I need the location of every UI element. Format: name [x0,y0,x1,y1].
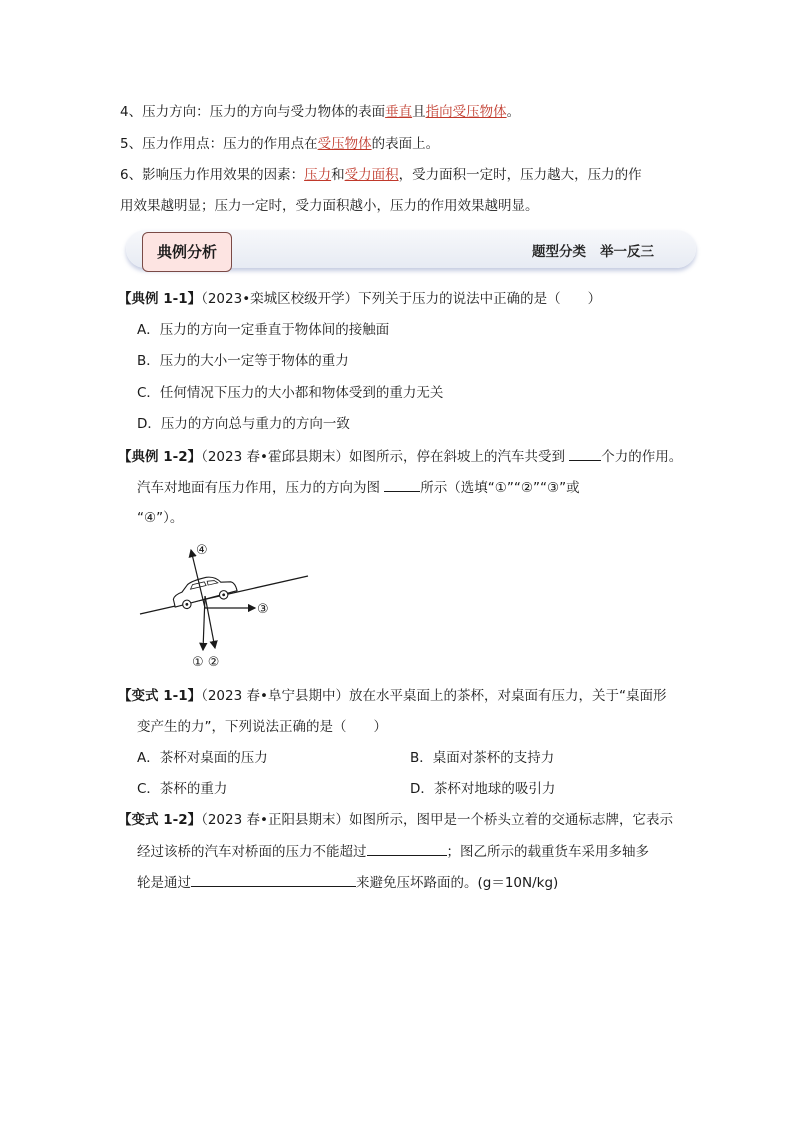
banner-right-1: 题型分类 [532,244,586,260]
point-4 [120,102,520,122]
point-6-suffix: ，受力面积一定时，压力越大，压力的作 [398,167,642,183]
question-line-2a: 汽车对地面有压力作用，压力的方向为图 [137,480,380,496]
highlight-pressure: 压力 [304,167,332,183]
answer-blank-forces[interactable] [569,446,601,461]
point-5-suffix: 的表面上。 [371,136,440,152]
question-tag: 【变式 1-1】 [118,688,202,704]
banner-subtitle [532,240,668,260]
slope-car-diagram [135,538,315,673]
variant-1-2-line3 [137,872,558,893]
highlight-pointing: 指向受压物体 [425,104,507,120]
option-d: D．茶杯对地球的吸引力 [410,781,556,797]
option-a: A．茶杯对桌面的压力 [137,750,268,766]
question-line-2a: 经过该桥的汽车对桥面的压力不能超过 [137,844,367,860]
answer-blank-max-pressure[interactable] [367,841,447,856]
highlight-perpendicular: 垂直 [385,104,413,120]
option-b: B．压力的大小一定等于物体的重力 [137,353,349,369]
variant-1-2-line2 [137,841,649,862]
banner-title: 典例分析 [142,232,232,272]
point-5-text: 5、压力作用点：压力的作用点在 [120,136,318,152]
label-1-2: ① ② [192,655,220,670]
point-6-mid: 和 [331,167,345,183]
label-3: ③ [257,602,269,617]
point-4-suffix: 。 [506,104,521,120]
point-5 [120,134,439,154]
option-c: C．茶杯的重力 [137,781,228,797]
question-stem: （2023•栾城区校级开学）下列关于压力的说法中正确的是（ ） [201,291,602,307]
question-line-3b: 来避免压坏路面的。(g＝10N/kg) [356,875,559,891]
point-6 [120,165,642,185]
question-line-2b: 所示（选填“①”“②”“③”或 [420,480,580,496]
point-6-text: 6、影响压力作用效果的因素： [120,167,305,183]
question-line-1: （2023 春•正阳县期末）如图所示，图甲是一个桥头立着的交通标志牌，它表示 [201,812,673,828]
option-c: C．任何情况下压力的大小都和物体受到的重力无关 [137,385,444,401]
highlight-pressed-object: 受压物体 [317,136,372,152]
question-tag: 【典例 1-1】 [118,291,202,307]
answer-blank-method[interactable] [191,872,356,887]
question-1-2-line3: “④”）。 [137,510,184,526]
arrow-2 [205,596,215,648]
question-1-2 [118,446,682,467]
point-4-mid: 且 [412,104,426,120]
question-line-2b: ；图乙所示的载重货车采用多轴多 [446,844,649,860]
question-line-1: （2023 春•阜宁县期中）放在水平桌面上的茶杯，对桌面有压力，关于“桌面形 [201,688,667,704]
option-d: D．压力的方向总与重力的方向一致 [137,416,350,432]
variant-1-2 [118,810,673,830]
question-tag: 【典例 1-2】 [118,449,202,465]
banner-right-2: 举一反三 [600,244,654,260]
point-6-cont: 用效果越明显；压力一定时，受力面积越小，压力的作用效果越明显。 [120,198,539,214]
variant-1-1-line2: 变产生的力”，下列说法正确的是（ ） [137,719,387,735]
variant-1-1 [118,686,666,706]
question-1-2-line2 [137,477,580,498]
question-tag: 【变式 1-2】 [118,812,202,828]
answer-blank-direction[interactable] [384,477,420,492]
question-line-3a: 轮是通过 [137,875,191,891]
question-line-1b: 个力的作用。 [601,449,683,465]
question-1-1 [118,289,601,309]
option-a: A．压力的方向一定垂直于物体间的接触面 [137,322,390,338]
question-line-1a: （2023 春•霍邱县期末）如图所示，停在斜坡上的汽车共受到 [201,449,565,465]
option-b: B．桌面对茶杯的支持力 [410,750,555,766]
point-4-text: 4、压力方向：压力的方向与受力物体的表面 [120,104,386,120]
label-4: ④ [196,543,208,558]
highlight-area: 受力面积 [344,167,399,183]
